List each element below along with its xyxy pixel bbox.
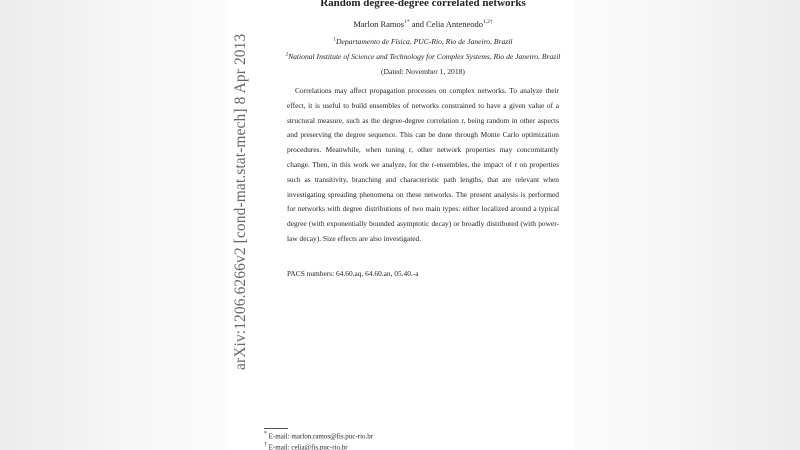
author-name: Marlon Ramos (353, 19, 405, 29)
footnote-email[interactable]: E-mail: marlon.ramos@fis.puc-rio.br (268, 432, 374, 441)
author-name: Celia Anteneodo (426, 19, 484, 29)
author-line (250, 19, 596, 29)
affiliation-text: Departamento de Física, PUC-Rio, Rio de Janeiro, Brazil (336, 37, 513, 46)
affiliation-text: National Institute of Science and Technology for Complex Systems, Rio de Janeiro, Brazil (288, 52, 561, 61)
footnote (264, 431, 373, 440)
affiliation (240, 37, 606, 46)
footnote-mark: † (264, 442, 267, 448)
author-conjunction: and (409, 19, 427, 29)
author-mark: 1* (404, 19, 410, 26)
affiliation-mark: 1 (333, 37, 337, 43)
paper-title: Random degree-degree correlated networks (320, 0, 526, 9)
affiliation (240, 52, 606, 61)
pacs-numbers: PACS numbers: 64.60.aq, 64.60.an, 05.40.-a (287, 269, 419, 278)
footnote (264, 442, 348, 450)
arxiv-identifier[interactable]: arXiv:1206.6266v2 [cond-mat.stat-mech] 8 Apr 2013 (232, 33, 249, 370)
footnote-mark: * (264, 431, 267, 437)
author-mark: 1,2† (483, 19, 493, 26)
viewer-background-left (0, 0, 230, 450)
affiliation-mark: 2 (285, 52, 289, 58)
viewer-background-right (570, 0, 800, 450)
date-line: (Dated: November 1, 2018) (381, 67, 465, 76)
footnote-rule (264, 428, 288, 429)
footnote-email[interactable]: E-mail: celia@fis.puc-rio.br (268, 443, 348, 450)
abstract: Correlations may affect propagation processes on complex networks. To analyze their effect, it is useful to build ensembles of networks constrained to have a given value of a structural measure, such as the degree-degree correlation r, being random in other aspects and preserving the degree sequence. This can be done through Monte Carlo optimization procedures. Meanwhile, when tuning r, other network properties may concomitantly change. Then, in this work we analyze, for the r-ensembles, the impact of r on properties such as transitivity, branching and characteristic path lengths, that are relevant when investigating spreading phenomena on these networks. The present analysis is performed for networks with degree distributions of two main types: either localized around a typical degree (with exponentially bounded asymptotic decay) or broadly distributed (with power-law decay). Size effects are also investigated. (287, 86, 559, 243)
